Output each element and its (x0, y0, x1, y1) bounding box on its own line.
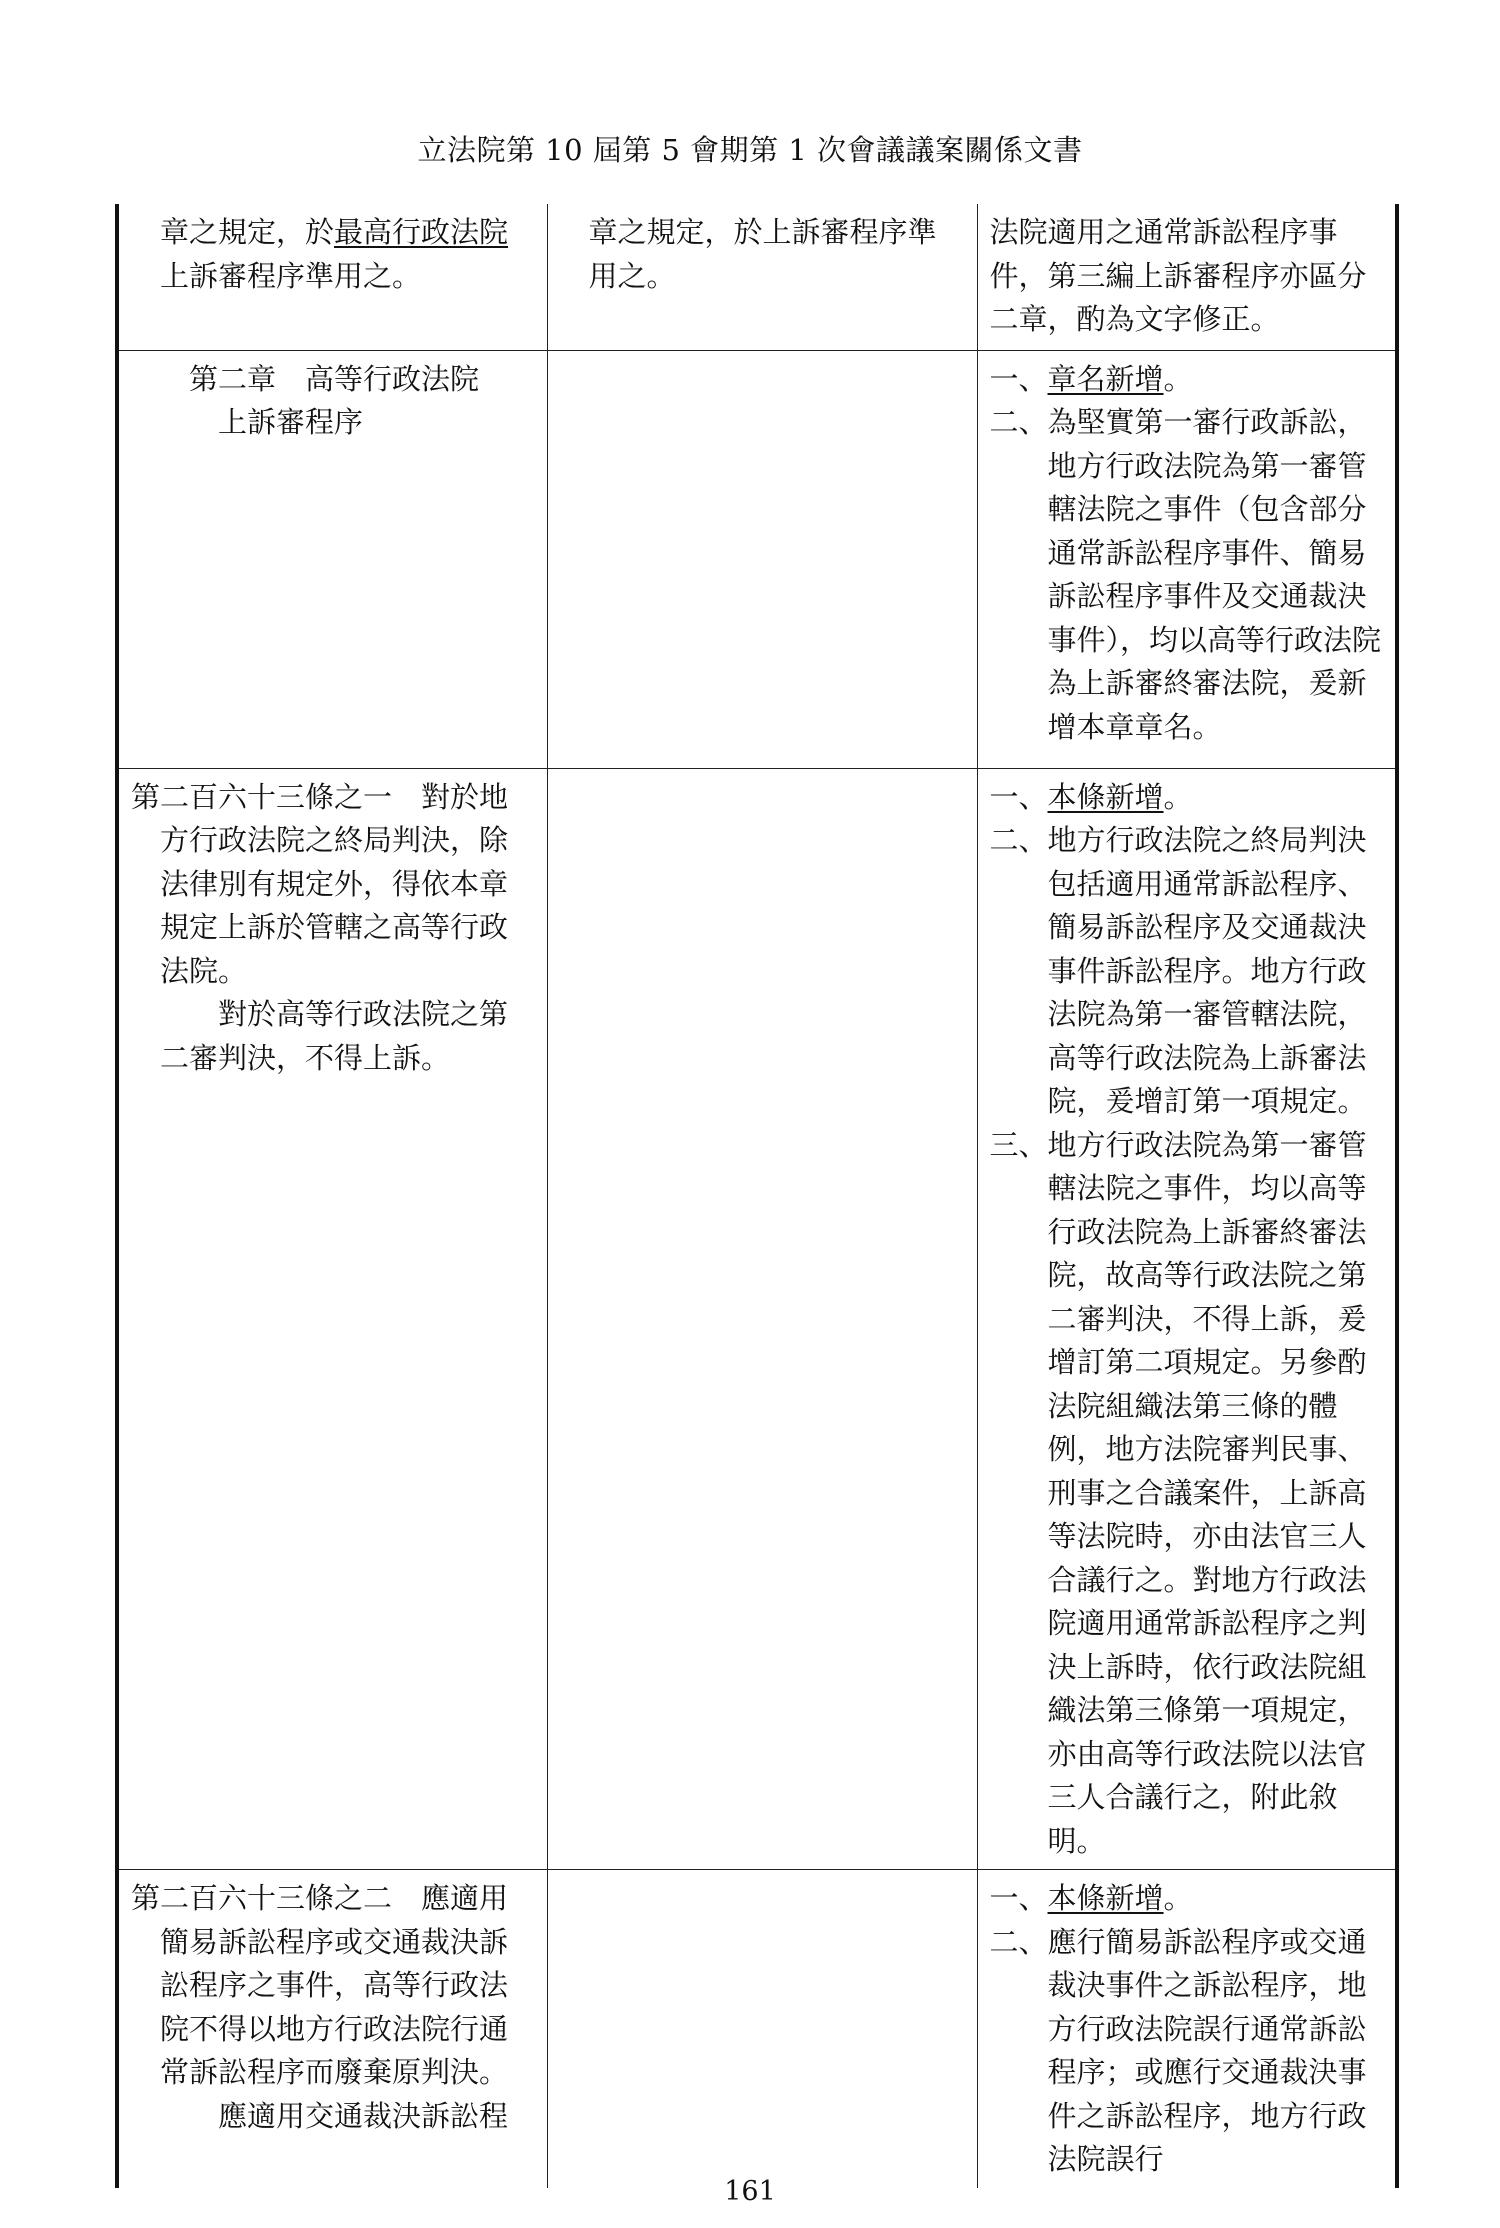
underlined-text: 章名新增 (1047, 361, 1164, 396)
list-item: 二、應行簡易訴訟程序或交通裁決事件之訴訟程序，地方行政法院誤行通常訴訟程序；或應行交通裁決事件之訴訟程序，地方行政法院誤行 (989, 1924, 1367, 2176)
article-text: 第二百六十三條之一 對於地方行政法院之終局判決，除法律別有規定外，得依本章規定上訴於管轄之高等行政法院。 (131, 779, 509, 988)
amended-text-cell (117, 768, 547, 1870)
explanation-cell (977, 1870, 1397, 2188)
underlined-text: 本條新增 (1047, 1881, 1164, 1915)
chapter-title-cont: 上訴審程序 (218, 405, 364, 439)
text: 。 (1163, 779, 1193, 814)
article-text: 應適用交通裁決訴訟程 (218, 2098, 509, 2133)
current-text-cell (547, 768, 977, 1870)
text: 上訴審程序準用之。 (160, 258, 422, 293)
table-row (117, 204, 1397, 350)
table-row (117, 768, 1397, 1870)
amended-text-cell (117, 350, 547, 768)
article-text: 對於高等行政法院之第二審判決，不得上訴。 (160, 997, 509, 1075)
table-row (117, 1870, 1397, 2188)
explanation-cell (977, 204, 1397, 350)
current-text-cell (547, 204, 977, 350)
text: 章之規定，於上訴審程序準用之。 (588, 215, 937, 293)
table-row (117, 350, 1397, 768)
item-number: 一、 (989, 779, 1048, 814)
item-number: 一、 (989, 361, 1048, 396)
current-text-cell (547, 350, 977, 768)
article-text: 第二百六十三條之二 應適用簡易訴訟程序或交通裁決訴訟程序之事件，高等行政法院不得以地方行政法院行通常訴訟程序而廢棄原判決。 (131, 1881, 509, 2089)
page-number: 161 (724, 2176, 776, 2207)
amended-text-cell (117, 204, 547, 350)
current-text-cell (547, 1870, 977, 2188)
text: 。 (1163, 1881, 1193, 1915)
text: 法院適用之通常訴訟程序事件，第三編上訴審程序亦區分二章，酌為文字修正。 (989, 215, 1367, 336)
text: 章之規定，於 (160, 215, 335, 249)
item-number: 一、 (989, 1881, 1048, 1915)
explanation-cell (977, 768, 1397, 1870)
list-item: 二、為堅實第一審行政訴訟，地方行政法院為第一審管轄法院之事件（包含部分通常訴訟程序事件、簡易訴訟程序事件及交通裁決事件），均以高等行政法院為上訴審終審法院，爰新增本章章名。 (989, 405, 1382, 744)
list-item: 三、地方行政法院為第一審管轄法院之事件，均以高等行政法院為上訴審終審法院，故高等行政法院之第二審判決，不得上訴，爰增訂第二項規定。另參酌法院組織法第三條的體例，地方法院審判民事、刑事之合議案件，上訴高等法院時，亦由法官三人合議行之。對地方行政法院適用通常訴訟程序之判決上訴時，依行政法院組織法第三條第一項規定，亦由高等行政法院以法官三人合議行之，附此敘明。 (989, 1127, 1367, 1858)
comparison-table (115, 204, 1399, 2188)
underlined-text: 最高行政法院 (334, 215, 509, 249)
page-header: 立法院第 10 屆第 5 會期第 1 次會議議案關係文書 (417, 133, 1083, 167)
text: 。 (1163, 361, 1193, 396)
underlined-text: 本條新增 (1047, 779, 1164, 814)
explanation-cell (977, 350, 1397, 768)
list-item: 二、地方行政法院之終局判決包括適用通常訴訟程序、簡易訴訟程序及交通裁決事件訴訟程序。地方行政法院為第一審管轄法院，高等行政法院為上訴審法院，爰增訂第一項規定。 (989, 823, 1367, 1118)
chapter-title: 第二章 高等行政法院 (189, 361, 480, 396)
amended-text-cell (117, 1870, 547, 2188)
